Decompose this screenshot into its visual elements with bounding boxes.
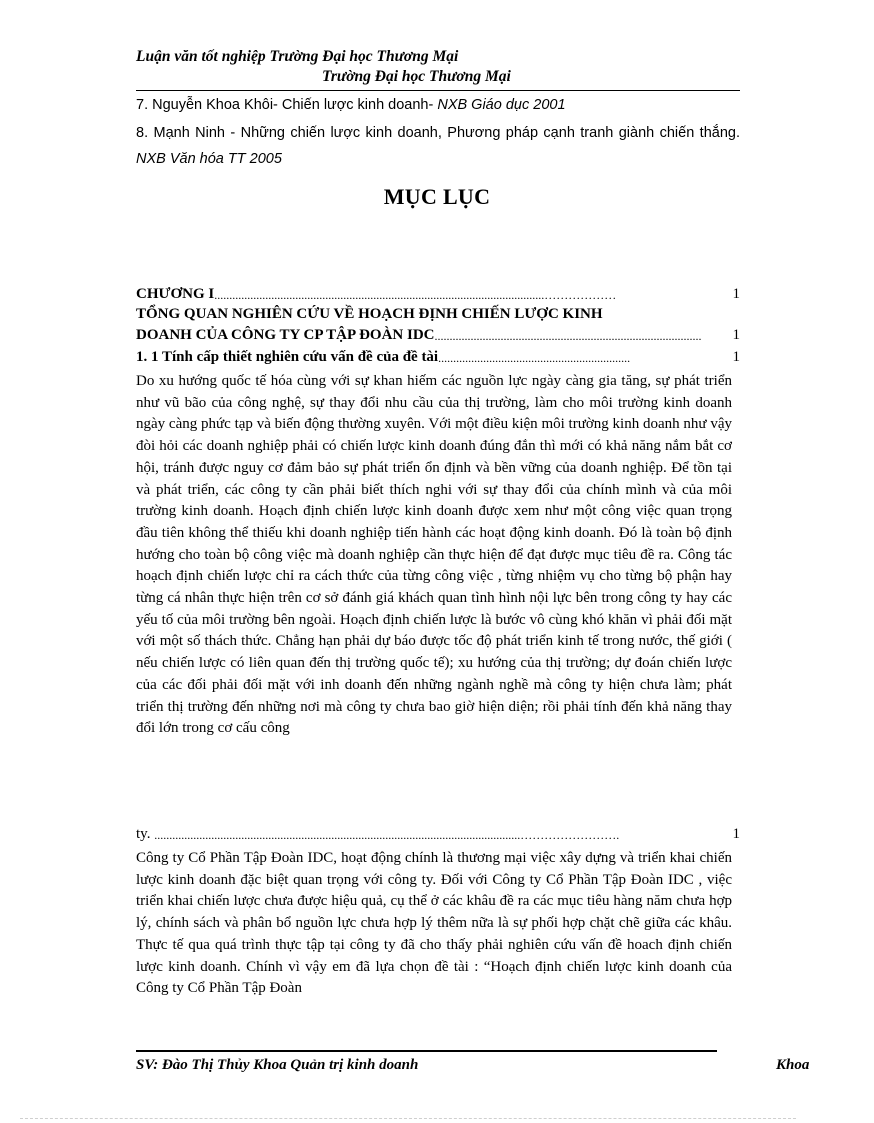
page-title: MỤC LỤC [383,184,491,209]
toc-chapter-page: 1 [732,286,740,302]
page-edge-divider [20,1118,796,1119]
toc-leader-dots: ......................................................................................... [434,329,702,343]
footer-right: Khoa [776,1057,810,1073]
toc-heading-entry[interactable] [136,327,702,344]
toc-heading-line1: TỔNG QUAN NGHIÊN CỨU VỀ HOẠCH ĐỊNH CHIẾN LƯỢC KINH [136,306,603,322]
toc-paragraph-tail: ty. [136,826,151,842]
reference-publisher: NXB Văn hóa TT 2005 [136,151,282,167]
reference-text: 8. Mạnh Ninh - Những chiến lược kinh doanh, Phương pháp cạnh tranh giành chiến thắng. [136,125,740,141]
toc-section-page: 1 [732,349,740,365]
toc-heading-line2: DOANH CỦA CÔNG TY CP TẬP ĐOÀN IDC [136,327,435,343]
toc-section-entry[interactable] [136,349,631,366]
toc-leader-dots: ..........................................................................................................................……………………. [154,828,620,842]
toc-paragraph-page: 1 [732,826,740,842]
footer-left: SV: Đào Thị Thủy Khoa Quản trị kinh doanh [136,1057,419,1073]
reference-text: 7. Nguyễn Khoa Khôi- Chiến lược kinh doanh- [136,97,438,113]
toc-chapter-entry[interactable] [136,286,669,303]
toc-paragraph-1: Do xu hướng quốc tế hóa cùng với sự khan hiếm các nguồn lực ngày càng gia tăng, sự phát triển như vũ bão của công nghệ, sự thay đổi nhu cầu của thị trường, làm cho môi trường kinh doanh ngày càng phức tạp và biến động thường xuyên. Với một điều kiện môi trường kinh doanh như vậy đòi hỏi các doanh nghiệp phải có chiến lược kinh doanh đúng đắn thì mới có khả năng nắm bắt cơ hội, tránh được nguy cơ đảm bảo sự phát triển ổn định và bền vững của doanh nghiệp. Để tồn tại và phát triển, các công ty cần phải biết thích nghi với sự thay đổi của chính mình và của môi trường kinh doanh. Hoạch định chiến lược kinh doanh được xem như một công việc quan trọng đầu tiên không thể thiếu khi doanh nghiệp tiến hành các hoạt động kinh doanh. Đó là toàn bộ định hướng cho toàn bộ công việc mà doanh nghiệp cần thực hiện để đạt được mục tiêu đề ra. Công tác hoạch định chiến lược chỉ ra cách thức của từng công việc , từng nhiệm vụ cho từng bộ phận hay từng cá nhân thực hiện trên cơ sở đánh giá khách quan tình hình nội lực bên trong công ty hay các yếu tố của môi trường bên ngoài. Hoạch định chiến lược là bước vô cùng khó khăn vì phải đối mặt với một số thách thức. Chẳng hạn phải dự báo được tốc độ phát triển kinh tế trong nước, thế giới ( nếu chiến lược có liên quan đến thị trường quốc tế); xu hướng của thị trường; dự đoán chiến lược của các đối phải đối mặt với inh doanh đến những ngành nghề mà công ty hiện chưa làm; phát triển thị trường đến những nơi mà công ty chưa bao giờ hiện diện; rồi phải tính đến khả năng thay đổi lớn trong cơ cấu công [136,373,732,737]
toc-section-label: 1. 1 Tính cấp thiết nghiên cứu vấn đề của đề tài [136,349,439,365]
toc-paragraph-tail-entry [136,826,709,843]
toc-leader-dots: ..............................................................................................................……………… [214,288,617,302]
toc-chapter-label: CHƯƠNG I [136,286,215,302]
footer-rule [136,1050,717,1052]
toc-leader-dots: ................................................................ [438,351,631,365]
toc-paragraph-2: Công ty Cổ Phần Tập Đoàn IDC, hoạt động chính là thương mại việc xây dựng và triển khai chiến lược kinh doanh đặc biệt quan trọng với công ty. Đối với Công ty Cổ Phần Tập Đoàn IDC , việc triển khai chiến lược chưa được hiệu quả, cụ thể ở các khâu đề ra các mục tiêu hàng năm chưa hợp lý, chính sách và phân bổ nguồn lực chưa hợp lý thêm nữa là sự phối hợp chặt chẽ giữa các khâu. Thực tế qua quá trình thực tập tại công ty đã cho thấy phải nghiên cứu vấn đề hoach định chiến lược kinh doanh. Chính vì vậy em đã lựa chọn đề tài : “Hoạch định chiến lược kinh doanh của Công ty Cổ Phần Tập Đoàn [136,850,732,997]
header-title: Luận văn tốt nghiệp Trường Đại học Thương Mại [136,48,459,65]
toc-heading-page: 1 [732,327,740,343]
header-subtitle: Trường Đại học Thương Mại [322,68,511,85]
reference-publisher: NXB Giáo dục 2001 [437,97,566,113]
